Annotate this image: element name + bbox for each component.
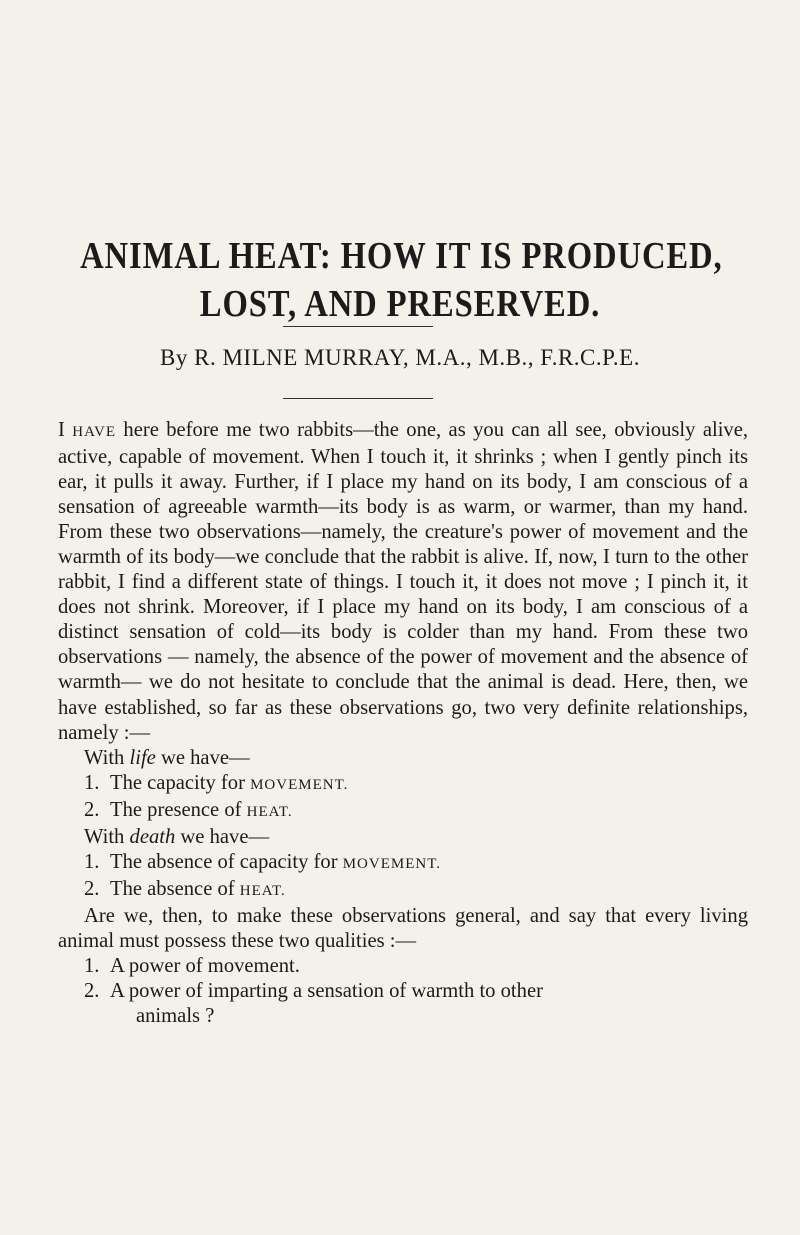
opening-paragraph — [58, 418, 748, 746]
list-number: 1. — [84, 850, 100, 873]
death-heading-emphasis: death — [129, 825, 176, 848]
life-heading-post: we have— — [155, 746, 250, 769]
list-item-text: A power of imparting a sensation of warmth to other — [110, 980, 543, 1003]
quality-list-item — [58, 979, 748, 1004]
death-heading-post: we have— — [175, 825, 270, 848]
article-title-line-1: ANIMAL HEAT: HOW IT IS PRODUCED, — [80, 235, 723, 277]
list-item-small-caps: MOVEMENT. — [250, 776, 349, 793]
opening-small-caps: HAVE — [72, 424, 116, 440]
top-divider-rule — [283, 326, 433, 327]
quality-list-item — [58, 954, 748, 979]
author-byline: By R. MILNE MURRAY, M.A., M.B., F.R.C.P.E. — [160, 345, 640, 370]
life-list-item — [58, 798, 748, 825]
closing-paragraph: Are we, then, to make these observations general, and say that every living animal must possess these two qualities :— — [58, 904, 748, 952]
life-list-item — [58, 771, 748, 798]
list-item-text: The capacity for — [110, 771, 251, 794]
death-list-item — [58, 850, 748, 877]
death-heading-pre: With — [84, 825, 130, 848]
life-heading-emphasis: life — [129, 746, 156, 769]
bottom-divider-rule — [283, 398, 433, 399]
list-number: 2. — [84, 980, 100, 1003]
opening-first-word: I — [58, 419, 65, 441]
opening-paragraph-text: here before me two rabbits—the one, as you can all see, obviously alive, active, capable of movement. When I touch it, it shrinks ; when I gently pinch its ear, it pulls it away. Further, if I place my hand on its body, I am conscious of a sensation of agreeable warmth—its body is as warm, or warmer, than my hand. From these two observations—namely, the creature's power of movement and the warmth of its body—we conclude that the rabbit is alive. If, now, I turn to the other rabbit, I find a different state of things. I touch it, it does not move ; I pinch it, it does not shrink. Moreover, if I place my hand on its body, I am conscious of a distinct sensation of cold—its body is colder than my hand. From these two observations — namely, the absence of the power of movement and the absence of warmth— we do not hesitate to conclude that the animal is dead. Here, then, we have established, so far as these observations go, two very definite relationships, namely :— — [58, 419, 748, 744]
list-item-small-caps: HEAT. — [246, 803, 293, 820]
article-title-line-2: LOST, AND PRESERVED. — [199, 283, 601, 325]
list-item-text: The presence of — [110, 798, 247, 821]
quality-list-item-continuation: animals ? — [136, 1005, 215, 1028]
list-item-small-caps: MOVEMENT. — [342, 855, 441, 872]
list-number: 2. — [84, 877, 100, 900]
life-heading-pre: With — [84, 746, 130, 769]
list-number: 1. — [84, 771, 100, 794]
article-body — [58, 418, 748, 1029]
death-list-item — [58, 877, 748, 904]
life-list-heading — [58, 746, 748, 771]
list-number: 1. — [84, 954, 100, 977]
list-item-small-caps: HEAT. — [239, 882, 286, 899]
list-number: 2. — [84, 798, 100, 821]
list-item-text: The absence of capacity for — [110, 850, 343, 873]
list-item-text: A power of movement. — [110, 954, 300, 977]
list-item-text: The absence of — [110, 877, 240, 900]
death-list-heading — [58, 825, 748, 850]
